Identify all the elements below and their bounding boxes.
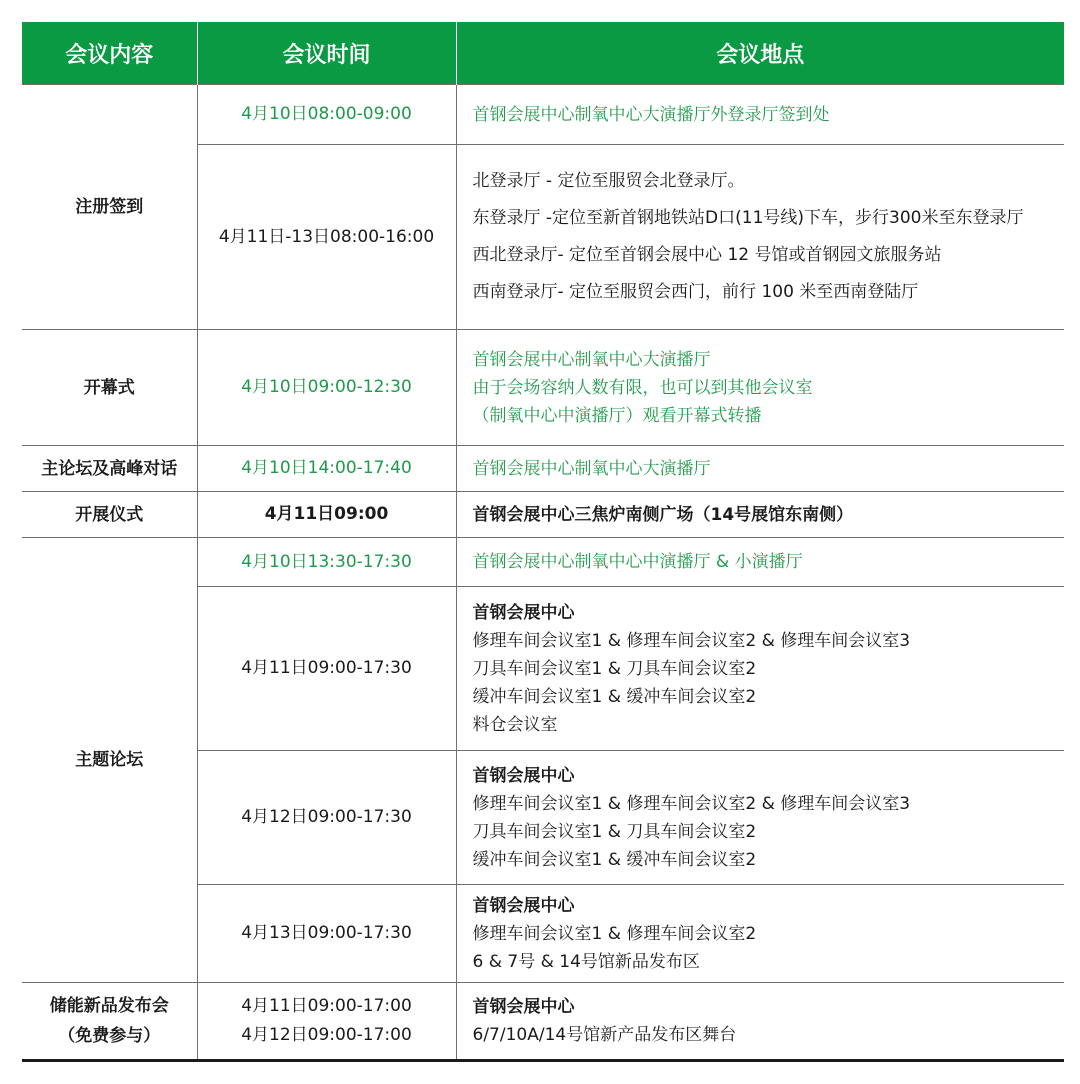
table-row	[22, 446, 1064, 492]
time-cell: 4月10日14:00-17:40	[197, 446, 456, 492]
location-heading: 首钢会展中心	[472, 765, 575, 786]
location-line: 西北登录厅- 定位至首钢会展中心 12 号馆或首钢园文旅服务站	[472, 245, 942, 265]
location-line: 刀具车间会议室1 & 刀具车间会议室2	[472, 658, 757, 679]
location-cell	[456, 983, 1064, 1061]
table-row	[22, 85, 1064, 145]
location-line: （制氧中心中演播厅）观看开幕式转播	[472, 405, 762, 426]
location-line: 修理车间会议室1 & 修理车间会议室2 & 修理车间会议室3	[472, 793, 911, 814]
location-line: 首钢会展中心制氧中心大演播厅	[472, 349, 711, 370]
location-cell	[456, 751, 1064, 885]
conference-schedule-table	[22, 22, 1064, 1062]
location-cell	[456, 587, 1064, 751]
event-opening: 开幕式	[22, 330, 197, 446]
table-row	[22, 492, 1064, 538]
time-cell: 4月10日09:00-12:30	[197, 330, 456, 446]
event-theme-forum: 主题论坛	[22, 538, 197, 983]
time-line: 4月12日09:00-17:00	[241, 1025, 412, 1045]
time-cell: 4月10日13:30-17:30	[197, 538, 456, 587]
location-line: 修理车间会议室1 & 修理车间会议室2 & 修理车间会议室3	[472, 630, 911, 651]
time-cell	[197, 983, 456, 1061]
location-cell	[456, 145, 1064, 330]
location-line: 北登录厅 - 定位至服贸会北登录厅。	[472, 171, 745, 191]
location-line: 修理车间会议室1 & 修理车间会议室2	[472, 923, 757, 944]
location-line: 东登录厅 -定位至新首钢地铁站D口(11号线)下车，步行300米至东登录厅	[472, 208, 1024, 228]
event-product-launch	[22, 983, 197, 1061]
location-cell: 首钢会展中心三焦炉南侧广场（14号展馆东南侧）	[456, 492, 1064, 538]
header-content: 会议内容	[22, 22, 197, 85]
location-line: 刀具车间会议室1 & 刀具车间会议室2	[472, 821, 757, 842]
time-line: 4月11日09:00-17:00	[241, 996, 412, 1016]
time-cell: 4月11日09:00-17:30	[197, 587, 456, 751]
table-header-row	[22, 22, 1064, 85]
time-cell: 4月12日09:00-17:30	[197, 751, 456, 885]
table-row	[22, 330, 1064, 446]
location-line: 由于会场容纳人数有限，也可以到其他会议室	[472, 377, 813, 398]
location-cell	[456, 330, 1064, 446]
table-row	[22, 538, 1064, 587]
event-registration: 注册签到	[22, 85, 197, 330]
location-line: 缓冲车间会议室1 & 缓冲车间会议室2	[472, 686, 757, 707]
location-cell: 首钢会展中心制氧中心大演播厅外登录厅签到处	[456, 85, 1064, 145]
location-cell	[456, 885, 1064, 983]
event-line: （免费参与）	[58, 1026, 161, 1046]
location-cell: 首钢会展中心制氧中心中演播厅 & 小演播厅	[456, 538, 1064, 587]
location-line: 缓冲车间会议室1 & 缓冲车间会议室2	[472, 849, 757, 870]
location-line: 西南登录厅- 定位至服贸会西门，前行 100 米至西南登陆厅	[472, 282, 919, 302]
event-expo-opening: 开展仪式	[22, 492, 197, 538]
event-main-forum: 主论坛及高峰对话	[22, 446, 197, 492]
time-cell: 4月13日09:00-17:30	[197, 885, 456, 983]
header-time: 会议时间	[197, 22, 456, 85]
location-line: 6/7/10A/14号馆新产品发布区舞台	[472, 1025, 737, 1045]
location-cell: 首钢会展中心制氧中心大演播厅	[456, 446, 1064, 492]
location-heading: 首钢会展中心	[472, 895, 575, 916]
time-cell: 4月11日09:00	[197, 492, 456, 538]
time-cell: 4月10日08:00-09:00	[197, 85, 456, 145]
time-cell: 4月11日-13日08:00-16:00	[197, 145, 456, 330]
location-heading: 首钢会展中心	[472, 602, 575, 623]
location-heading: 首钢会展中心	[472, 997, 575, 1017]
header-location: 会议地点	[456, 22, 1064, 85]
table-row	[22, 983, 1064, 1061]
location-line: 6 & 7号 & 14号馆新品发布区	[472, 951, 700, 972]
location-line: 料仓会议室	[472, 714, 558, 735]
event-line: 储能新品发布会	[49, 996, 169, 1016]
